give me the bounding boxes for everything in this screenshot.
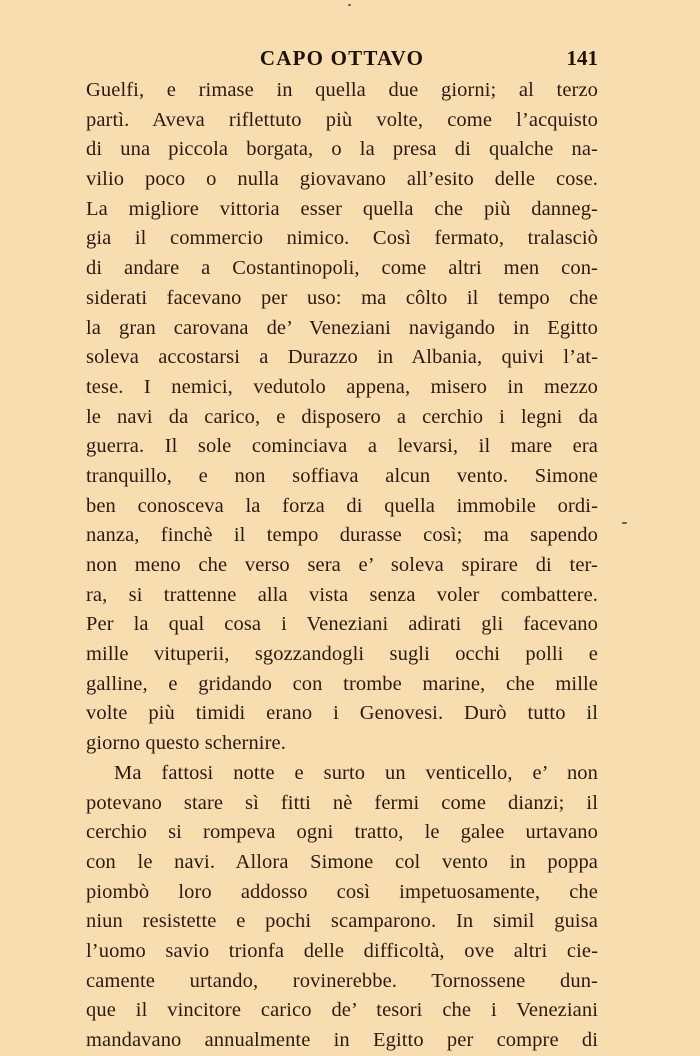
text-line: siderati facevano per uso: ma côlto il tempo che: [86, 286, 598, 309]
text-line: vilio poco o nulla giovavano all’esito delle cose.: [86, 168, 598, 191]
text-line: piombò loro addosso così impetuosamente, che: [86, 880, 598, 903]
print-speck: [348, 4, 351, 6]
text-line: que il vincitore carico de’ tesori che i Veneziani: [86, 999, 598, 1022]
text-line: mille vituperii, sgozzandogli sugli occhi polli e: [86, 643, 598, 666]
running-head: [86, 46, 598, 78]
text-line: non meno che verso sera e’ soleva spirare di ter-: [86, 554, 598, 576]
text-line: mandavano annualmente in Egitto per compre di: [86, 1029, 598, 1051]
text-line: Per la qual cosa i Veneziani adirati gli facevano: [86, 613, 598, 636]
text-line: con le navi. Allora Simone col vento in poppa: [86, 850, 598, 873]
text-line: Guelfi, e rimase in quella due giorni; al terzo: [86, 79, 598, 101]
text-line: la gran carovana de’ Veneziani navigando in Egitto: [86, 316, 598, 339]
paragraph-last-line: giorno questo schernire.: [86, 732, 286, 755]
text-line: di una piccola borgata, o la presa di qualche na-: [86, 138, 598, 161]
text-line: guerra. Il sole cominciava a levarsi, il mare era: [86, 435, 598, 458]
text-line: ben conosceva la forza di quella immobile ordi-: [86, 494, 598, 517]
page-number: 141: [566, 46, 598, 70]
text-line: La migliore vittoria esser quella che più danneg-: [86, 197, 598, 220]
text-line: niun resistette e pochi scamparono. In simil guisa: [86, 910, 598, 933]
text-line: ra, si trattenne alla vista senza voler combattere.: [86, 583, 598, 606]
chapter-title: CAPO OTTAVO: [259, 46, 425, 70]
print-speck: [622, 522, 627, 524]
text-line: tese. I nemici, vedutolo appena, misero in mezzo: [86, 375, 598, 398]
text-line: le navi da carico, e disposero a cerchio i legni da: [86, 405, 598, 428]
text-line: soleva accostarsi a Durazzo in Albania, quivi l’at-: [86, 346, 598, 369]
text-line: di andare a Costantinopoli, come altri men con-: [86, 257, 598, 280]
text-line: potevano stare sì fitti nè fermi come dianzi; il: [86, 791, 598, 814]
text-line: l’uomo savio trionfa delle difficoltà, ove altri cie-: [86, 939, 598, 962]
text-line: volte più timidi erano i Genovesi. Durò tutto il: [86, 702, 598, 725]
text-line: camente urtando, rovinerebbe. Tornossene dun-: [86, 969, 598, 992]
text-line: partì. Aveva riflettuto più volte, come l’acquisto: [86, 108, 598, 131]
text-line: gia il commercio nimico. Così fermato, tralasciò: [86, 227, 598, 250]
body-text: [86, 76, 598, 1056]
text-line: cerchio si rompeva ogni tratto, le galee urtavano: [86, 821, 598, 844]
text-line: nanza, finchè il tempo durasse così; ma sapendo: [86, 524, 598, 547]
text-line: galline, e gridando con trombe marine, che mille: [86, 672, 598, 695]
paragraph-first-line: Ma fattosi notte e surto un venticello, e’ non: [114, 761, 598, 784]
text-line: tranquillo, e non soffiava alcun vento. Simone: [86, 464, 598, 487]
